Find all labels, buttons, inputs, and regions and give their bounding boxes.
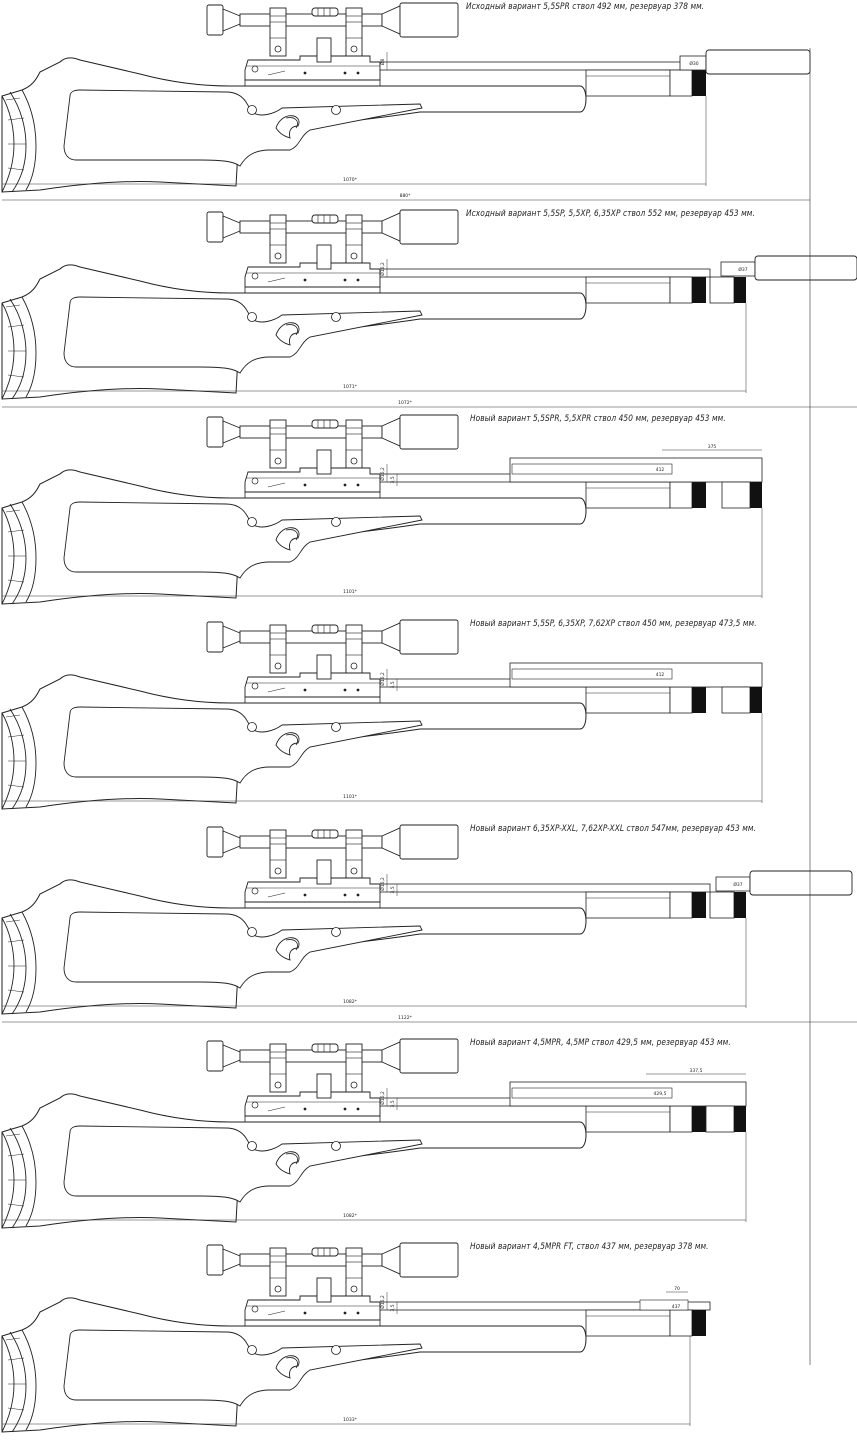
rifle-outline	[2, 210, 710, 399]
moderator-dimension: Ø37	[738, 268, 748, 273]
offset-dimension: 3,5	[391, 476, 396, 484]
barrel-diameter-dimension: Ø16,2	[381, 1091, 386, 1105]
variant-caption-4: Новый вариант 5,5SP, 6,35XP, 7,62XP ствол 450 мм, резервуар 473,5 мм.	[470, 619, 757, 629]
rifle-outline	[2, 825, 710, 1014]
sleeve-extension-dimension: 375	[707, 445, 717, 450]
variant-caption-6: Новый вариант 4,5MPR, 4,5MP ствол 429,5 мм, резервуар 453 мм.	[470, 1038, 731, 1048]
barrel-diameter-dimension: Ø8	[381, 58, 386, 66]
rifle-variant-2	[2, 210, 857, 407]
variant-caption-1: Исходный вариант 5,5SPR ствол 492 мм, резервуар 378 мм.	[466, 2, 705, 12]
rifle-outline	[2, 620, 710, 809]
moderator	[706, 50, 810, 74]
sleeve-dimension: 412	[655, 468, 665, 473]
variant-caption-3: Новый вариант 5,5SPR, 5,5XPR ствол 450 мм, резервуар 453 мм.	[470, 414, 726, 424]
length-with-moderator-dimension: 1122*	[398, 1016, 412, 1021]
offset-dimension: 3,5	[391, 1100, 396, 1108]
overall-length-dimension: 1033*	[343, 1418, 357, 1423]
length-with-moderator-dimension: 880*	[399, 194, 411, 199]
rifle-variant-5	[2, 825, 857, 1022]
length-with-moderator-dimension: 1072*	[398, 401, 412, 406]
rifle-outline	[2, 1039, 710, 1228]
overall-length-dimension: 1071*	[343, 385, 357, 390]
rifle-outline	[2, 1243, 710, 1432]
barrel-diameter-dimension: Ø16,2	[381, 467, 386, 481]
overall-length-dimension: 1082*	[343, 1000, 357, 1005]
rifle-variant-3	[2, 415, 762, 604]
overall-length-dimension: 1101*	[343, 590, 357, 595]
sleeve-dimension: 412	[655, 673, 665, 678]
rifle-outline	[2, 415, 710, 604]
moderator-dimension: Ø30	[689, 62, 699, 67]
moderator	[750, 871, 852, 895]
variant-caption-5: Новый вариант 6,35XP-XXL, 7,62XP-XXL ствол 547мм, резервуар 453 мм.	[470, 824, 757, 834]
overall-length-dimension: 1101*	[343, 795, 357, 800]
barrel-diameter-dimension: Ø16,2	[381, 672, 386, 686]
rifle-outline	[2, 3, 710, 192]
moderator-dimension: Ø37	[733, 883, 743, 888]
rifle-variant-6	[2, 1039, 746, 1228]
offset-dimension: 3,5	[391, 1304, 396, 1312]
rifle-variant-1	[2, 3, 810, 200]
sleeve-dimension: 429,5	[653, 1092, 667, 1097]
barrel-diameter-dimension: Ø16,2	[381, 262, 386, 276]
barrel-diameter-dimension: Ø16,2	[381, 877, 386, 891]
offset-dimension: 3,5	[391, 886, 396, 894]
overall-length-dimension: 1070*	[343, 178, 357, 183]
sleeve-extension-dimension: 337,5	[689, 1069, 703, 1074]
variant-caption-2: Исходный вариант 5,5SP, 5,5XP, 6,35XP ствол 552 мм, резервуар 453 мм.	[466, 209, 755, 219]
rifle-variant-7	[2, 1243, 710, 1432]
sleeve-dimension: 437	[671, 1305, 681, 1310]
offset-dimension: 3,5	[391, 681, 396, 689]
variant-caption-7: Новый вариант 4,5MPR FT, ствол 437 мм, резервуар 378 мм.	[470, 1242, 709, 1252]
rifle-variant-4	[2, 620, 762, 809]
moderator	[755, 256, 857, 280]
overall-length-dimension: 1082*	[343, 1214, 357, 1219]
barrel-diameter-dimension: Ø16,2	[381, 1295, 386, 1309]
sleeve-extension-dimension: 70	[674, 1287, 680, 1292]
